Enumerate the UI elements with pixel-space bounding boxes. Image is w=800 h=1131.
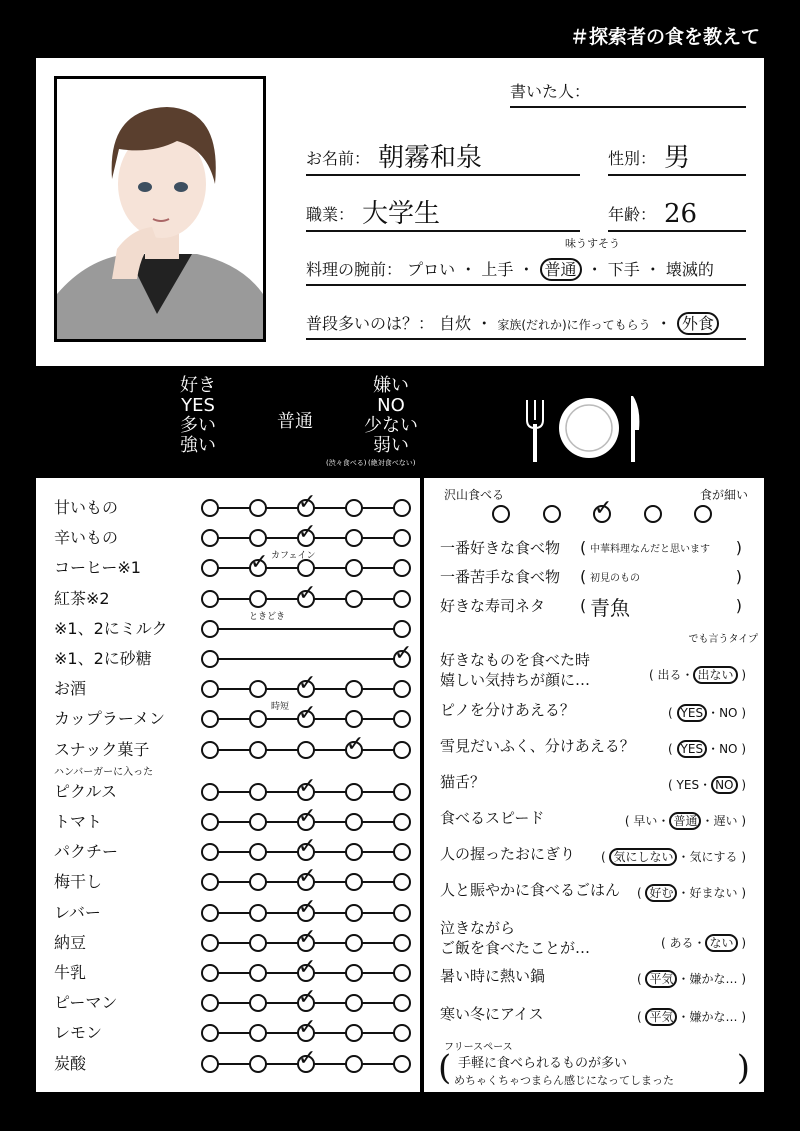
preference-row	[54, 731, 414, 760]
preference-label	[54, 767, 153, 802]
scale-dot-1[interactable]	[201, 710, 219, 728]
scale-dot-2[interactable]	[249, 783, 267, 801]
favorite-question: 一番苦手な食べ物	[440, 568, 561, 586]
question-text: 寒い冬にアイス	[440, 1005, 544, 1023]
preference-scale	[201, 580, 411, 609]
answer-option[interactable]: NO	[719, 742, 738, 756]
preference-name: 甘いもの	[54, 498, 119, 517]
scale-dot-1[interactable]	[492, 505, 510, 523]
scale-dot-2[interactable]	[543, 505, 561, 523]
preference-sublabel: ハンバーガーに入った	[54, 766, 154, 778]
scale-dot-1[interactable]	[201, 559, 219, 577]
scale-dot-5[interactable]	[393, 590, 411, 608]
character-portrait	[54, 76, 266, 342]
scale-dot-3[interactable]	[297, 741, 315, 759]
legend-left-word: YES	[181, 395, 215, 416]
option-2[interactable]: 外食	[677, 312, 719, 335]
answer-options: ( 平気 ・嫌かな… )	[636, 972, 746, 986]
preference-name: カップラーメン	[54, 709, 166, 729]
usual-label: 普段多いのは？：	[306, 314, 435, 333]
scale-dot-2[interactable]	[249, 590, 267, 608]
option-separator: ・	[471, 314, 498, 333]
preference-label	[54, 525, 118, 548]
check-mark-icon: ✓	[298, 490, 317, 515]
check-mark-icon: ✓	[594, 496, 613, 521]
answer-options: ( 出る・ 出ない )	[648, 668, 746, 682]
check-mark-icon: ✓	[298, 924, 317, 950]
scale-dot-2[interactable]	[249, 1055, 267, 1073]
scale-dot-1[interactable]	[201, 1024, 219, 1042]
legend-positive	[168, 376, 228, 456]
scale-dot-1[interactable]	[201, 529, 219, 547]
scale-dot-2[interactable]	[249, 529, 267, 547]
scale-dot-5[interactable]	[393, 529, 411, 547]
cooking-note: 味うすそう	[565, 237, 620, 250]
answer-options: ( 平気 ・嫌かな… )	[636, 1010, 746, 1024]
preference-row	[54, 766, 414, 802]
option-separator: ・	[455, 260, 482, 279]
check-mark-icon: ✓	[298, 1015, 317, 1041]
cooking-skill-field	[306, 256, 746, 286]
answer-option[interactable]: 気にする	[689, 850, 738, 864]
preference-label	[54, 930, 86, 953]
scale-dot-5[interactable]	[393, 934, 411, 952]
answer-option[interactable]: YES	[677, 704, 708, 722]
preference-label	[54, 990, 117, 1013]
scale-dot-4[interactable]	[345, 590, 363, 608]
scale-dot-5[interactable]	[393, 1024, 411, 1042]
favorite-answer: 中華料理なんだと思います	[590, 544, 710, 555]
questions-list	[424, 478, 764, 1092]
option-1[interactable]: 家族(だれか)に作ってもらう	[497, 318, 651, 332]
scale-dot-4[interactable]	[345, 873, 363, 891]
question-text: 好きなものを食べた時 嬉しい気持ちが顔に…	[440, 651, 591, 689]
scale-dot-1[interactable]	[201, 843, 219, 861]
answer-option[interactable]: 早い	[633, 814, 658, 828]
favorite-open-paren: (	[580, 567, 587, 586]
scale-dot-4[interactable]	[345, 529, 363, 547]
preference-row	[54, 804, 414, 832]
preference-row	[54, 641, 414, 669]
question-text: 暑い時に熱い鍋	[440, 967, 546, 985]
answer-option[interactable]: 平気	[645, 970, 677, 988]
name-label: お名前：	[306, 149, 371, 168]
preference-row	[54, 894, 414, 923]
job-label: 職業：	[306, 205, 355, 224]
usual-options	[439, 314, 719, 333]
scale-dot-4[interactable]	[345, 904, 363, 922]
check-mark-icon: ✓	[298, 804, 317, 829]
scale-dot-4[interactable]	[345, 934, 363, 952]
favorite-close-paren: )	[735, 596, 742, 615]
scale-dot-4[interactable]	[345, 559, 363, 577]
preference-label	[54, 706, 165, 729]
handwritten-note: でも言うタイプ	[688, 634, 758, 645]
favorite-answer: 青魚	[590, 596, 630, 620]
scale-dot-5[interactable]	[393, 964, 411, 982]
free-space-close-paren: )	[736, 1048, 750, 1088]
handwritten-note: 時短	[271, 702, 290, 713]
appetite-left-label: 沢山食べる	[444, 488, 505, 502]
preference-name: ※1、2に砂糖	[54, 649, 152, 668]
answer-option[interactable]: 遅い	[713, 814, 738, 828]
check-mark-icon: ✓	[346, 731, 365, 757]
scale-dot-2[interactable]	[249, 964, 267, 982]
preference-row	[54, 550, 414, 578]
preference-name: ピクルス	[54, 781, 118, 801]
scale-line	[211, 628, 401, 630]
scale-dot-2[interactable]	[249, 994, 267, 1012]
favorite-question: 好きな寿司ネタ	[440, 597, 546, 615]
legend-negative	[356, 376, 426, 456]
question-text: 猫舌？	[440, 773, 486, 791]
check-mark-icon: ✓	[298, 1045, 317, 1071]
preference-name: パクチー	[54, 842, 119, 862]
preference-row	[54, 924, 414, 953]
scale-dot-1[interactable]	[201, 680, 219, 698]
scale-dot-2[interactable]	[249, 934, 267, 952]
scale-dot-4[interactable]	[345, 783, 363, 801]
preference-row	[54, 864, 414, 892]
author-field	[510, 78, 746, 108]
preference-name: レバー	[54, 902, 101, 922]
check-mark-icon: ✓	[298, 773, 317, 799]
preference-label	[54, 900, 101, 923]
scale-dot-4[interactable]	[345, 964, 363, 982]
preference-scale	[201, 864, 411, 892]
preference-name: 梅干し	[54, 872, 103, 892]
gender-value: 男	[664, 143, 691, 173]
scale-dot-1[interactable]	[201, 783, 219, 801]
scale-dot-1[interactable]	[201, 964, 219, 982]
answer-option[interactable]: NO	[719, 706, 738, 720]
preference-name: ピーマン	[54, 993, 118, 1013]
scale-dot-1[interactable]	[201, 590, 219, 608]
option-2[interactable]: 普通	[540, 258, 582, 281]
preference-row	[54, 701, 414, 729]
cutlery-icon	[525, 394, 655, 464]
scale-dot-5[interactable]	[393, 620, 411, 638]
scale-dot-1[interactable]	[201, 741, 219, 759]
preference-scale	[201, 804, 411, 832]
check-mark-icon: ✓	[394, 641, 413, 666]
preference-row	[54, 1045, 414, 1074]
answer-option[interactable]: 出ない	[693, 666, 737, 684]
answer-option[interactable]: NO	[711, 776, 737, 794]
scale-dot-1[interactable]	[201, 904, 219, 922]
preference-label	[54, 737, 149, 760]
legend-right-word: 少ない	[364, 415, 418, 436]
preference-row	[54, 671, 414, 699]
favorite-answer: 初見のもの	[590, 573, 640, 584]
scale-dot-5[interactable]	[393, 710, 411, 728]
preference-name: コーヒー※1	[54, 558, 141, 578]
question-text: 人の握ったおにぎり	[440, 845, 576, 863]
answer-options: ( 好む ・好まない )	[636, 886, 746, 900]
check-mark-icon: ✓	[298, 671, 317, 697]
free-space-line2: めちゃくちゃつまらん感じになってしまった	[454, 1074, 674, 1087]
scale-dot-2[interactable]	[249, 499, 267, 517]
free-space-open-paren: (	[438, 1048, 452, 1088]
preference-scale	[201, 611, 411, 639]
preference-scale	[201, 641, 413, 669]
check-mark-icon: ✓	[298, 955, 317, 980]
preference-name: レモン	[54, 1023, 103, 1043]
job-field	[306, 198, 580, 232]
cooking-options	[407, 258, 714, 281]
scale-legend	[0, 366, 800, 478]
answer-option[interactable]: YES	[677, 740, 708, 758]
answer-option[interactable]: 好まない	[689, 886, 738, 900]
option-4[interactable]: 壊滅的	[665, 260, 714, 279]
name-field	[306, 142, 580, 176]
scale-dot-5[interactable]	[694, 505, 712, 523]
answer-options: ( 気にしない ・気にする )	[600, 850, 746, 864]
preference-name: 納豆	[54, 932, 87, 952]
name-value: 朝霧和泉	[378, 143, 483, 173]
free-space-line1: 手軽に食べられるものが多い	[458, 1056, 628, 1071]
check-mark-icon: ✓	[298, 864, 317, 890]
scale-dot-5[interactable]	[393, 813, 411, 831]
check-mark-icon: ✓	[298, 580, 317, 606]
answer-option[interactable]: 気にしない	[609, 848, 677, 866]
preference-scale	[201, 1015, 411, 1043]
question-text: ピノを分けあえる？	[440, 701, 575, 719]
scale-dot-2[interactable]	[249, 741, 267, 759]
job-value: 大学生	[362, 199, 441, 229]
cooking-label: 料理の腕前：	[306, 260, 403, 279]
preference-label	[54, 586, 110, 609]
preference-name: トマト	[54, 812, 103, 831]
scale-dot-4[interactable]	[345, 843, 363, 861]
age-value: 26	[664, 199, 698, 229]
answer-option[interactable]: 普通	[669, 812, 701, 830]
preference-scale	[201, 834, 411, 862]
preference-scale	[201, 894, 411, 923]
favorite-close-paren: )	[735, 538, 742, 557]
scale-dot-4[interactable]	[345, 680, 363, 698]
scale-dot-5[interactable]	[393, 499, 411, 517]
scale-dot-5[interactable]	[393, 559, 411, 577]
scale-line	[211, 658, 401, 660]
preferences-list	[36, 478, 420, 1092]
usual-meal-field	[306, 310, 746, 340]
scale-dot-4[interactable]	[644, 505, 662, 523]
scale-dot-5[interactable]	[393, 680, 411, 698]
answer-option[interactable]: 好む	[645, 884, 677, 902]
answer-options: ( YES ・NO )	[668, 706, 746, 720]
preference-label	[54, 1051, 86, 1074]
option-separator: ・	[639, 260, 666, 279]
legend-left-word: 多い	[180, 415, 216, 436]
appetite-right-label: 食が細い	[699, 488, 748, 502]
scale-dot-4[interactable]	[345, 994, 363, 1012]
preference-row	[54, 520, 414, 548]
option-0[interactable]: 自炊	[439, 314, 472, 333]
preference-scale	[201, 1045, 411, 1074]
preference-scale	[201, 671, 411, 699]
scale-dot-5[interactable]	[393, 994, 411, 1012]
preference-scale	[201, 924, 411, 953]
scale-dot-2[interactable]	[249, 904, 267, 922]
preference-name: 辛いもの	[54, 528, 119, 548]
question-text: 食べるスピード	[440, 809, 545, 827]
favorite-open-paren: (	[580, 596, 587, 615]
option-separator: ・	[513, 260, 540, 279]
answer-option[interactable]: YES	[676, 778, 700, 792]
check-mark-icon: ✓	[298, 834, 317, 860]
scale-dot-1[interactable]	[201, 813, 219, 831]
answer-options: ( 早い・ 普通 ・遅い )	[624, 814, 746, 828]
option-1[interactable]: 上手	[481, 260, 514, 279]
preference-label	[54, 676, 86, 699]
check-mark-icon: ✓	[298, 985, 317, 1011]
scale-dot-5[interactable]	[393, 873, 411, 891]
preference-label	[54, 960, 86, 983]
scale-dot-1[interactable]	[201, 499, 219, 517]
favorite-close-paren: )	[735, 567, 742, 586]
scale-dot-2[interactable]	[249, 710, 267, 728]
preference-row	[54, 834, 414, 862]
preference-name: ※1、2にミルク	[54, 618, 168, 638]
scale-dot-5[interactable]	[393, 1055, 411, 1073]
legend-note-a: (渋々食べる)	[326, 459, 367, 467]
preference-label	[54, 495, 118, 518]
preference-scale	[201, 985, 411, 1013]
preference-name: スナック菓子	[54, 739, 150, 759]
gender-label: 性別：	[608, 149, 657, 168]
legend-note-b: (絶対食べない)	[368, 459, 416, 467]
answer-options: ( YES・ NO )	[668, 778, 746, 792]
gender-field	[608, 142, 746, 176]
preference-scale	[201, 701, 411, 729]
scale-dot-5[interactable]	[393, 741, 411, 759]
preference-label	[54, 809, 102, 832]
preference-row	[54, 611, 414, 639]
preference-scale	[201, 955, 411, 983]
legend-neutral: 普通	[277, 411, 313, 432]
legend-right-word: NO	[377, 395, 405, 416]
check-mark-icon: ✓	[298, 894, 317, 920]
question-text: 雪見だいふく、分けあえる？	[440, 737, 635, 755]
scale-dot-1[interactable]	[201, 1055, 219, 1073]
author-label: 書いた人：	[510, 82, 591, 101]
answer-option[interactable]: 出る	[657, 668, 682, 682]
check-mark-icon: ✓	[250, 550, 269, 576]
scale-dot-4[interactable]	[345, 710, 363, 728]
answer-option[interactable]: 嫌かな…	[689, 972, 738, 986]
scale-dot-2[interactable]	[249, 873, 267, 891]
favorite-question: 一番好きな食べ物	[440, 539, 561, 557]
option-0[interactable]: プロい	[407, 260, 456, 279]
preference-scale	[201, 550, 411, 578]
question-text: 泣きながら ご飯を食べたことが…	[440, 919, 591, 957]
answer-options: ( YES ・NO )	[668, 742, 746, 756]
age-field	[608, 198, 746, 232]
question-text: 人と賑やかに食べるごはん	[440, 881, 621, 899]
appetite-scale	[492, 496, 712, 524]
preference-scale	[201, 520, 411, 548]
age-label: 年齢：	[608, 205, 657, 224]
option-3[interactable]: 下手	[607, 260, 640, 279]
answer-options: ( ある・ ない )	[660, 936, 746, 950]
preference-row	[54, 490, 414, 518]
option-separator: ・	[581, 260, 608, 279]
legend-right-word: 嫌い	[373, 375, 409, 396]
scale-dot-1[interactable]	[201, 620, 219, 638]
scale-dot-5[interactable]	[393, 843, 411, 861]
favorite-open-paren: (	[580, 538, 587, 557]
scale-dot-5[interactable]	[393, 783, 411, 801]
scale-dot-4[interactable]	[345, 1024, 363, 1042]
free-space-label: フリースペース	[444, 1042, 513, 1053]
hashtag-title: ＃探索者の食を教えて	[569, 26, 760, 48]
preference-label	[54, 1020, 102, 1043]
answer-option[interactable]: ある	[669, 936, 694, 950]
scale-dot-4[interactable]	[345, 813, 363, 831]
check-mark-icon: ✓	[298, 701, 317, 727]
preference-name: 紅茶※2	[54, 588, 110, 608]
scale-dot-1[interactable]	[201, 650, 219, 668]
preference-name: 炭酸	[54, 1053, 87, 1073]
preference-row	[54, 955, 414, 983]
preference-label	[54, 616, 167, 639]
legend-left-word: 好き	[180, 375, 216, 396]
preference-row	[54, 1015, 414, 1043]
preference-name: 牛乳	[54, 963, 87, 982]
preference-scale	[201, 773, 411, 802]
preference-label	[54, 839, 118, 862]
scale-dot-2[interactable]	[249, 680, 267, 698]
scale-dot-1[interactable]	[201, 994, 219, 1012]
scale-dot-1[interactable]	[201, 873, 219, 891]
handwritten-note: カフェイン	[271, 551, 316, 562]
preference-name: お酒	[54, 679, 87, 699]
scale-dot-5[interactable]	[393, 904, 411, 922]
scale-dot-4[interactable]	[345, 499, 363, 517]
answer-option[interactable]: 嫌かな…	[689, 1010, 738, 1024]
scale-dot-2[interactable]	[249, 813, 267, 831]
handwritten-note: ときどき	[249, 611, 286, 622]
preference-label	[54, 555, 141, 578]
preference-row	[54, 580, 414, 609]
preference-row	[54, 985, 414, 1013]
answer-option[interactable]: ない	[705, 934, 737, 952]
scale-dot-3[interactable]	[297, 559, 315, 577]
preference-scale	[201, 490, 411, 518]
legend-left-word: 強い	[180, 435, 216, 456]
portrait-illustration	[57, 79, 263, 339]
scale-dot-2[interactable]	[249, 843, 267, 861]
legend-right-word: 弱い	[373, 435, 409, 456]
scale-dot-1[interactable]	[201, 934, 219, 952]
answer-option[interactable]: 平気	[645, 1008, 677, 1026]
option-separator: ・	[650, 314, 677, 333]
preference-label	[54, 869, 102, 892]
scale-dot-4[interactable]	[345, 1055, 363, 1073]
preference-label	[54, 646, 152, 669]
scale-dot-2[interactable]	[249, 1024, 267, 1042]
preference-scale	[201, 731, 411, 760]
check-mark-icon: ✓	[298, 520, 317, 546]
